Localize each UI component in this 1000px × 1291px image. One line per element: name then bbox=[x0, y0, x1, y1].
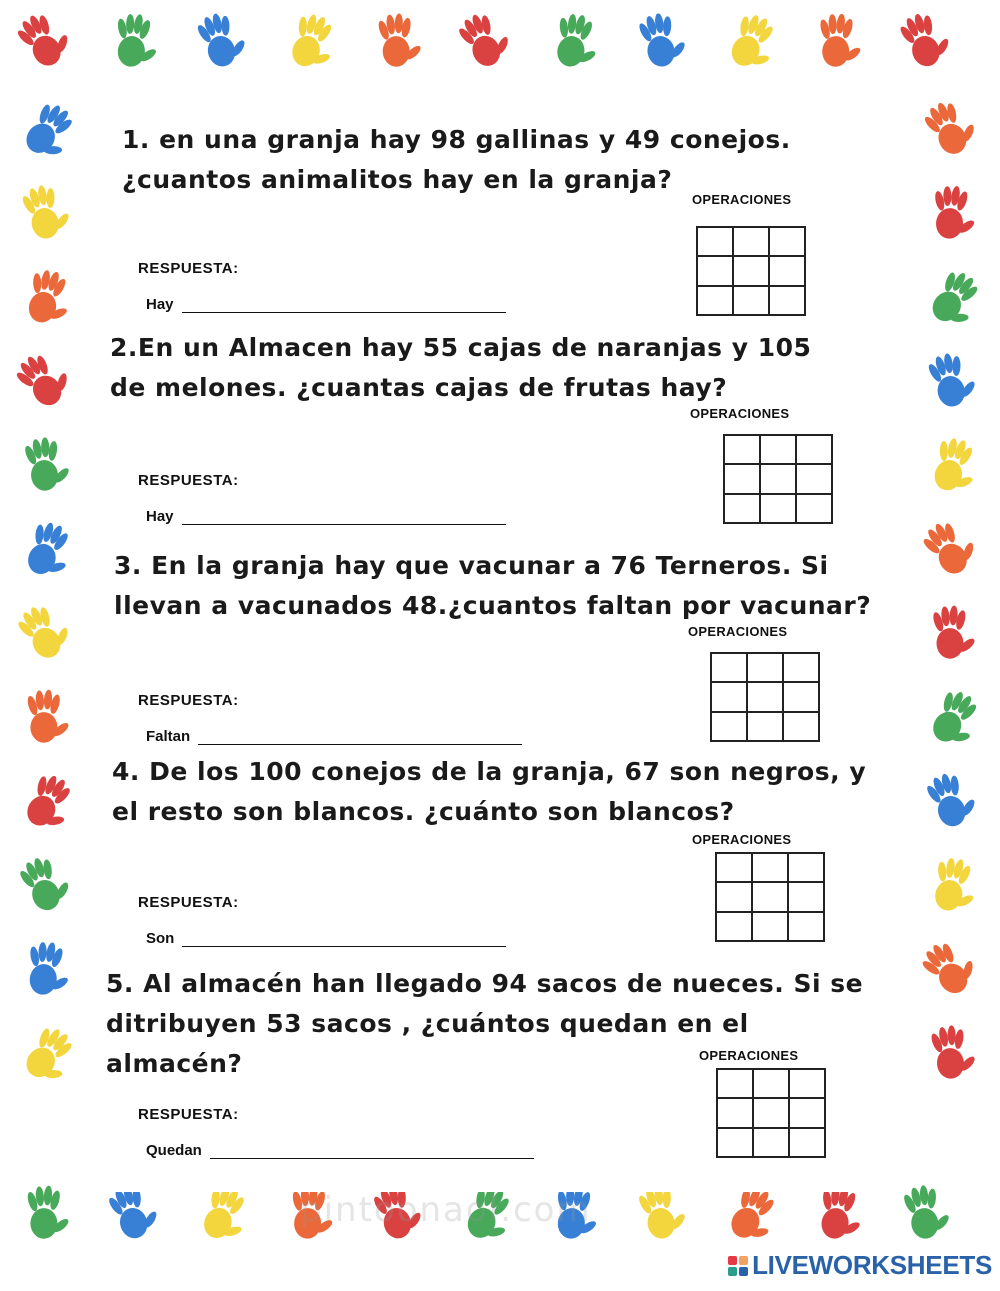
handprint-icon bbox=[919, 93, 983, 161]
answer-prefix: Hay bbox=[146, 296, 174, 313]
handprint-icon bbox=[925, 348, 981, 410]
answer-input[interactable] bbox=[182, 296, 506, 313]
handprint-icon bbox=[22, 435, 73, 493]
answer-input[interactable] bbox=[198, 728, 522, 745]
handprint-icon bbox=[17, 1021, 85, 1091]
handprint-icon bbox=[930, 184, 980, 241]
handprint-icon bbox=[193, 7, 251, 71]
handprint-icon bbox=[816, 12, 864, 68]
question-text: 1. en una granja hay 98 gallinas y 49 conejos. ¿cuantos animalitos hay en la granja? bbox=[122, 125, 791, 194]
handprint-icon bbox=[20, 265, 78, 329]
handprint-icon bbox=[549, 10, 604, 72]
answer-input[interactable] bbox=[210, 1142, 534, 1159]
handprint-icon bbox=[23, 939, 75, 998]
answer-row bbox=[146, 1142, 534, 1159]
handprint-icon bbox=[12, 597, 77, 665]
operations-grid[interactable] bbox=[696, 226, 806, 316]
handprint-icon bbox=[10, 344, 78, 414]
response-label: RESPUESTA: bbox=[138, 894, 239, 911]
response-label: RESPUESTA: bbox=[138, 692, 239, 709]
operations-label: OPERACIONES bbox=[692, 832, 792, 847]
handprint-icon bbox=[283, 9, 344, 75]
liveworksheets-logo[interactable] bbox=[728, 1250, 992, 1281]
handprint-icon bbox=[19, 517, 81, 584]
handprint-icon bbox=[929, 1023, 979, 1080]
handprint-icon bbox=[111, 11, 162, 69]
operations-grid[interactable] bbox=[716, 1068, 826, 1158]
operations-grid[interactable] bbox=[715, 852, 825, 942]
handprint-icon bbox=[453, 5, 517, 72]
handprint-icon bbox=[19, 180, 75, 242]
operations-label: OPERACIONES bbox=[690, 406, 790, 421]
answer-prefix: Son bbox=[146, 930, 175, 947]
response-label: RESPUESTA: bbox=[138, 1106, 239, 1123]
handprint-icon bbox=[376, 12, 423, 67]
handprint-icon bbox=[927, 854, 983, 916]
answer-row bbox=[146, 296, 506, 313]
handprint-icon bbox=[901, 1182, 954, 1242]
answer-prefix: Hay bbox=[146, 508, 174, 525]
answer-row bbox=[146, 508, 506, 525]
watermark: pintoonaol.com bbox=[300, 1190, 592, 1230]
handprint-icon bbox=[18, 768, 84, 837]
handprint-icon bbox=[917, 512, 983, 581]
question-text: 5. Al almacén han llegado 94 sacos de nueces. Si se ditribuyen 53 sacos , ¿cuántos quedan en el almacén? bbox=[106, 969, 864, 1078]
worksheet bbox=[92, 92, 892, 1192]
answer-input[interactable] bbox=[182, 508, 506, 525]
handprint-icon bbox=[25, 1185, 71, 1239]
handprint-icon bbox=[926, 433, 985, 498]
answer-input[interactable] bbox=[182, 930, 506, 947]
handprint-icon bbox=[922, 767, 981, 832]
handprint-icon bbox=[895, 6, 956, 72]
handprint-icon bbox=[12, 4, 78, 73]
operations-grid[interactable] bbox=[710, 652, 820, 742]
handprint-icon bbox=[916, 932, 984, 1002]
answer-row bbox=[146, 728, 522, 745]
response-label: RESPUESTA: bbox=[138, 472, 239, 489]
question-text: 3. En la granja hay que vacunar a 76 Terneros. Si llevan a vacunados 48.¿cuantos faltan por vacunar? bbox=[114, 551, 872, 620]
question-text: 4. De los 100 conejos de la granja, 67 son negros, y el resto son blancos. ¿cuánto son blancos? bbox=[112, 757, 867, 826]
brand-name: LIVEWORKSHEETS bbox=[752, 1250, 992, 1280]
handprint-icon bbox=[635, 9, 690, 70]
handprint-icon bbox=[923, 684, 989, 753]
answer-prefix: Quedan bbox=[146, 1142, 202, 1159]
operations-label: OPERACIONES bbox=[688, 624, 788, 639]
brand-blocks-icon bbox=[728, 1256, 748, 1276]
handprint-icon bbox=[17, 97, 85, 167]
operations-grid[interactable] bbox=[723, 434, 833, 524]
operations-label: OPERACIONES bbox=[699, 1048, 799, 1063]
operations-label: OPERACIONES bbox=[692, 192, 792, 207]
answer-row bbox=[146, 930, 506, 947]
question-text: 2.En un Almacen hay 55 cajas de naranjas y 105 de melones. ¿cuantas cajas de frutas hay? bbox=[110, 333, 812, 402]
response-label: RESPUESTA: bbox=[138, 260, 239, 277]
answer-prefix: Faltan bbox=[146, 728, 191, 745]
handprint-icon bbox=[931, 605, 976, 658]
handprint-icon bbox=[923, 265, 991, 335]
handprint-icon bbox=[722, 8, 786, 76]
handprint-icon bbox=[25, 689, 71, 743]
handprint-icon bbox=[15, 850, 76, 916]
